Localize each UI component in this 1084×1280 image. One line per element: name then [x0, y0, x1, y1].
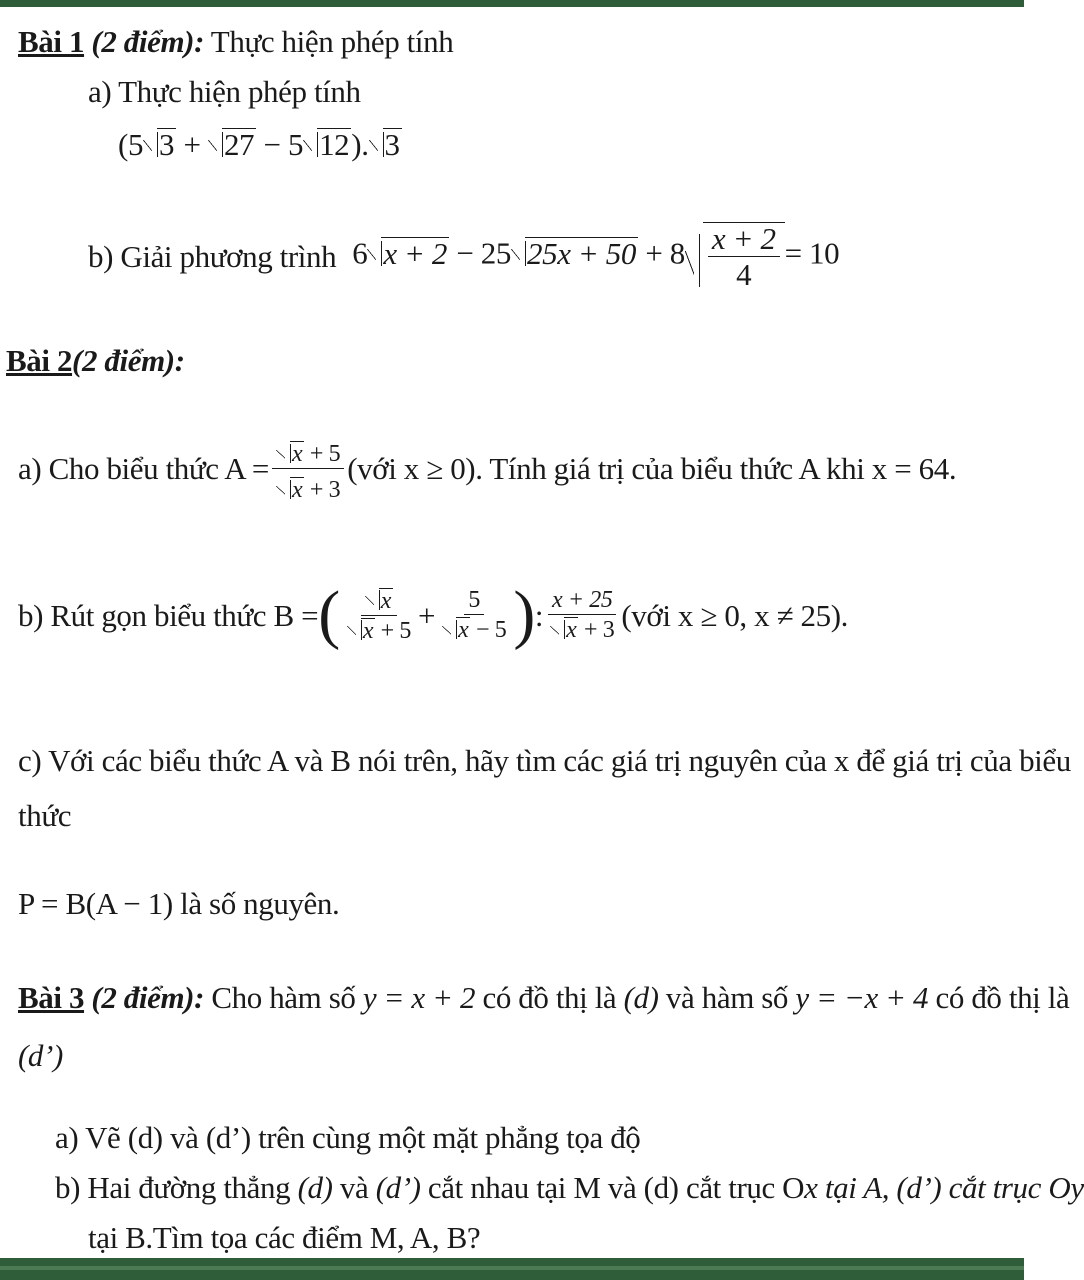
bai2-a-line [18, 435, 956, 502]
sqrt [367, 237, 449, 269]
sqrt [369, 128, 402, 160]
bai1-b-label: b) Giải phương trình [88, 238, 337, 274]
rhs: = 10 [784, 235, 840, 271]
radicand: 25x + 50 [527, 235, 636, 271]
fraction-3: $\frac{x + 25}{x + 3}$ [546, 588, 618, 642]
bai3-a-line: a) Vẽ (d) và (d’) trên cùng một mặt phẳng tọa độ [55, 1120, 641, 1155]
denominator: 4 [736, 257, 752, 292]
radicand: 12 [319, 127, 350, 162]
sqrt [511, 237, 638, 269]
bai2-b-suffix: (với x ≥ 0, x ≠ 25). [621, 597, 849, 633]
bai2-c-line3: P = B(A − 1) là số nguyên. [18, 886, 340, 921]
bai1-a-expression: (5 3 + 27 − 5 12). 3 [118, 127, 400, 162]
bai1-points: (2 điểm): [84, 24, 205, 59]
bai1-heading [18, 26, 453, 57]
bai2-b-line: b) Rút gọn biểu thức B = ( $\frac{x}{x + 5}$ + $\frac{5}{x - 5}$ ) : $\frac{x + 25}{x + 3}$ (với x ≥ 0, x ≠ 25). [18, 578, 849, 651]
sqrt: x [276, 477, 304, 502]
bai3-points: (2 điểm): [84, 980, 205, 1015]
bai3-b-line1: b) Hai đường thẳng (d) và (d’) cắt nhau tại M và (d) cắt trục Ox tại A, (d’) cắt trục Oy [55, 1170, 1084, 1205]
radicand: 27 [223, 127, 255, 162]
bai1-a-label: a) Thực hiện phép tính [88, 74, 361, 109]
bai1-title: Bài 1 [18, 24, 85, 59]
coef: 5 [127, 127, 144, 162]
radicand: 3 [159, 127, 175, 162]
sqrt: x [365, 588, 393, 613]
bai2-points: (2 điểm): [72, 343, 185, 378]
bai2-b-prefix: b) Rút gọn biểu thức B = [18, 597, 319, 633]
fraction-1: $\frac{x}{x + 5}$ [343, 588, 415, 643]
bai2-c-line1: c) Với các biểu thức A và B nói trên, hãy tìm các giá trị nguyên của x để giá trị của biểu [18, 743, 1071, 778]
sqrt [303, 128, 351, 160]
bai1-b-line [88, 222, 839, 290]
bai3-b-line2: tại B.Tìm tọa các điểm M, A, B? [88, 1220, 481, 1255]
bai1-intro: Thực hiện phép tính [204, 24, 454, 59]
function-d: y = x + 2 [362, 980, 476, 1015]
bai2-a-prefix: a) Cho biểu thức A = [18, 451, 270, 486]
bai1-b-equation: 6 x + 2 − 25 25x + 50 + 8 $\frac{x + 2}{4}$ = 10 [352, 221, 840, 292]
fraction-2: $\frac{5}{x - 5}$ [438, 588, 510, 642]
bai2-c-line2: thức [18, 798, 72, 833]
radicand: 3 [384, 127, 400, 162]
sqrt-fraction [685, 222, 785, 290]
fraction [708, 223, 780, 290]
bottom-border [0, 1258, 1024, 1280]
numerator: x + 2 [708, 223, 780, 257]
numerator: x + 25 [548, 588, 616, 615]
sqrt: x [276, 441, 304, 466]
coef: 8 [669, 235, 685, 271]
function-dprime: y = −x + 4 [795, 980, 929, 1015]
sqrt: x [550, 617, 578, 642]
sqrt: x [442, 617, 470, 642]
bai3-dprime: (d’) [18, 1038, 63, 1073]
bai3-title: Bài 3 [18, 980, 85, 1015]
sqrt: x [347, 618, 375, 643]
coef: 25 [480, 235, 511, 271]
fraction-A: $\frac{x + 5}{x + 3}$ [272, 435, 344, 502]
coef: 6 [352, 235, 368, 271]
bai2-a-suffix: (với x ≥ 0). Tính giá trị của biểu thức A khi x = 64. [347, 451, 957, 486]
sqrt [208, 128, 256, 160]
numerator: 5 [464, 588, 484, 615]
sqrt [143, 128, 176, 160]
radicand: x + 2 [383, 235, 447, 271]
bai2-title: Bài 2 [6, 343, 73, 378]
bai2-heading [6, 345, 185, 376]
coef: 5 [287, 127, 304, 162]
top-border [0, 0, 1024, 7]
bai3-heading: Bài 3 (2 điểm): Cho hàm số y = x + 2 có đồ thị là (d) và hàm số y = −x + 4 có đồ thị là [18, 980, 1070, 1015]
